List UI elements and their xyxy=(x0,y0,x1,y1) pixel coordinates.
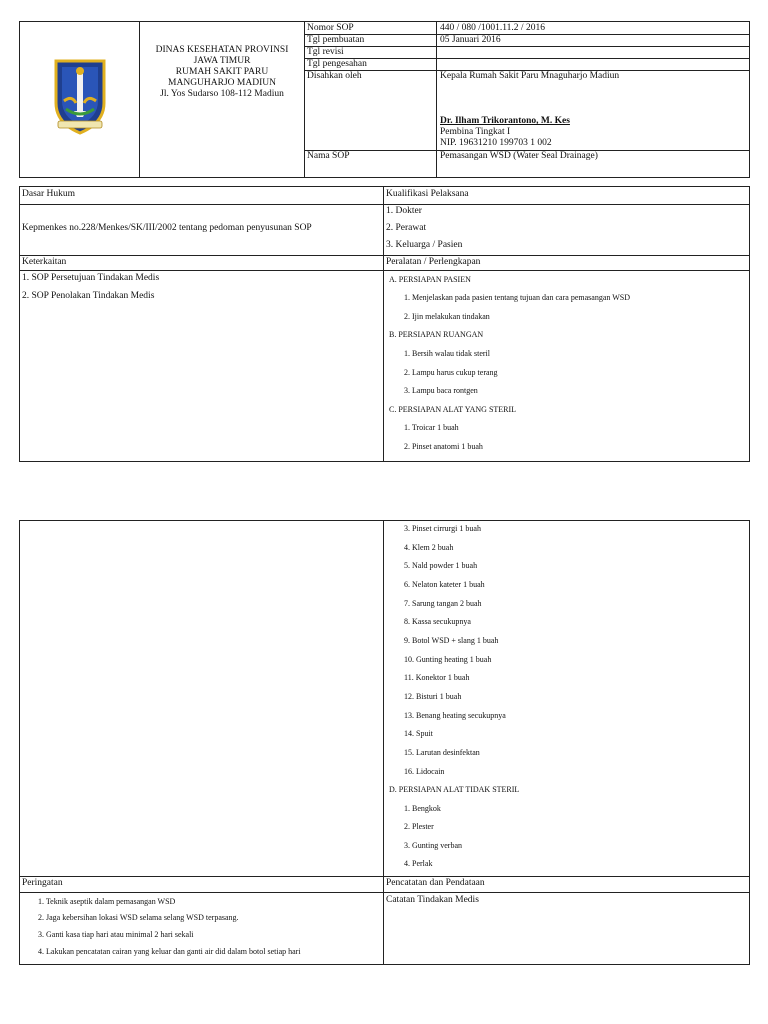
org-line-3: RUMAH SAKIT PARU xyxy=(175,67,269,77)
list-item: 5. Nald powder 1 buah xyxy=(404,561,478,570)
kualifikasi-label: Kualifikasi Pelaksana xyxy=(386,189,469,199)
list-item: 1. Dokter xyxy=(386,206,422,216)
list-item: 11. Konektor 1 buah xyxy=(404,673,470,682)
value-tgl-pembuatan: 05 Januari 2016 xyxy=(440,35,501,45)
divider xyxy=(304,21,305,178)
list-item: 1. Menjelaskan pada pasien tentang tujuan dan cara pemasangan WSD xyxy=(404,293,630,302)
list-item: 1. SOP Persetujuan Tindakan Medis xyxy=(22,273,160,283)
label-tgl-pembuatan: Tgl pembuatan xyxy=(307,35,365,45)
section-heading: B. PERSIAPAN RUANGAN xyxy=(389,330,484,339)
signer-rank: Pembina Tingkat I xyxy=(440,127,511,137)
list-item: 1. Teknik aseptik dalam pemasangan WSD xyxy=(38,897,176,906)
list-item: 3. Pinset cirrurgi 1 buah xyxy=(404,524,481,533)
list-item: 10. Gunting heating 1 buah xyxy=(404,655,492,664)
section-heading: A. PERSIAPAN PASIEN xyxy=(389,275,471,284)
list-item: 2. Pinset anatomi 1 buah xyxy=(404,442,483,451)
section-heading: C. PERSIAPAN ALAT YANG STERIL xyxy=(389,405,517,414)
divider xyxy=(19,204,750,205)
divider xyxy=(383,520,384,965)
org-line-4: MANGUHARJO MADIUN xyxy=(168,78,276,88)
signer-nip: NIP. 19631210 199703 1 002 xyxy=(440,138,552,148)
divider xyxy=(436,21,437,178)
org-line-2: JAWA TIMUR xyxy=(193,56,251,66)
header-table xyxy=(19,21,750,178)
label-tgl-revisi: Tgl revisi xyxy=(307,47,344,57)
label-nomor: Nomor SOP xyxy=(307,23,354,33)
org-address: Jl. Yos Sudarso 108-112 Madiun xyxy=(160,89,284,99)
org-line-1: DINAS KESEHATAN PROVINSI xyxy=(155,45,289,55)
value-nama-sop: Pemasangan WSD (Water Seal Drainage) xyxy=(440,151,598,161)
org-block xyxy=(140,45,304,100)
divider xyxy=(19,876,750,877)
list-item: 4. Klem 2 buah xyxy=(404,543,454,552)
list-item: 1. Troicar 1 buah xyxy=(404,423,459,432)
list-item: 4. Perlak xyxy=(404,859,433,868)
list-item: 3. Ganti kasa tiap hari atau minimal 2 hari sekali xyxy=(38,930,194,939)
list-item: 14. Spuit xyxy=(404,729,433,738)
list-item: 12. Bisturi 1 buah xyxy=(404,692,462,701)
list-item: 2. Perawat xyxy=(386,223,427,233)
list-item: 2. Jaga kebersihan lokasi WSD selama selang WSD terpasang. xyxy=(38,913,239,922)
label-tgl-pengesahan: Tgl pengesahan xyxy=(307,59,367,69)
list-item: 3. Keluarga / Pasien xyxy=(386,240,463,250)
list-item: 13. Benang heating secukupnya xyxy=(404,711,506,720)
list-item: 2. Lampu harus cukup terang xyxy=(404,368,498,377)
logo xyxy=(50,57,110,137)
section-heading: D. PERSIAPAN ALAT TIDAK STERIL xyxy=(389,785,520,794)
divider xyxy=(19,892,750,893)
list-item: 2. Plester xyxy=(404,822,434,831)
keterkaitan-label: Keterkaitan xyxy=(22,257,67,267)
list-item: 2. SOP Penolakan Tindakan Medis xyxy=(22,291,155,301)
value-nomor: 440 / 080 /1001.11.2 / 2016 xyxy=(440,23,545,33)
divider xyxy=(304,34,750,35)
list-item: 9. Botol WSD + slang 1 buah xyxy=(404,636,499,645)
divider xyxy=(19,255,750,256)
list-item: 4. Lakukan pencatatan cairan yang keluar dan ganti air did dalam botol setiap hari xyxy=(38,947,301,956)
list-item: 1. Bersih walau tidak steril xyxy=(404,349,490,358)
list-item: 3. Gunting verban xyxy=(404,841,462,850)
divider xyxy=(304,58,750,59)
peralatan-label: Peralatan / Perlengkapan xyxy=(386,257,481,267)
list-item: 7. Sarung tangan 2 buah xyxy=(404,599,482,608)
list-item: 1. Bengkok xyxy=(404,804,441,813)
value-disahkan: Kepala Rumah Sakit Paru Mnaguharjo Madiun xyxy=(440,71,620,81)
list-item: 3. Lampu baca rontgen xyxy=(404,386,478,395)
pencatatan-label: Pencatatan dan Pendataan xyxy=(386,878,485,888)
label-nama-sop: Nama SOP xyxy=(307,151,350,161)
list-item: 2. Ijin melakukan tindakan xyxy=(404,312,490,321)
dasar-hukum-label: Dasar Hukum xyxy=(22,189,76,199)
east-java-crest-icon xyxy=(50,57,110,137)
divider xyxy=(383,186,384,462)
pencatatan-text: Catatan Tindakan Medis xyxy=(386,895,479,905)
list-item: 16. Lidocain xyxy=(404,767,445,776)
list-item: 15. Larutan desinfektan xyxy=(404,748,480,757)
divider xyxy=(304,46,750,47)
signer-name: Dr. Ilham Trikorantono, M. Kes xyxy=(440,116,570,126)
dasar-hukum-text: Kepmenkes no.228/Menkes/SK/III/2002 tentang pedoman penyusunan SOP xyxy=(22,223,312,233)
label-disahkan: Disahkan oleh xyxy=(307,71,362,81)
peringatan-label: Peringatan xyxy=(22,878,63,888)
list-item: 6. Nelaton kateter 1 buah xyxy=(404,580,485,589)
divider xyxy=(19,270,750,271)
list-item: 8. Kassa secukupnya xyxy=(404,617,471,626)
